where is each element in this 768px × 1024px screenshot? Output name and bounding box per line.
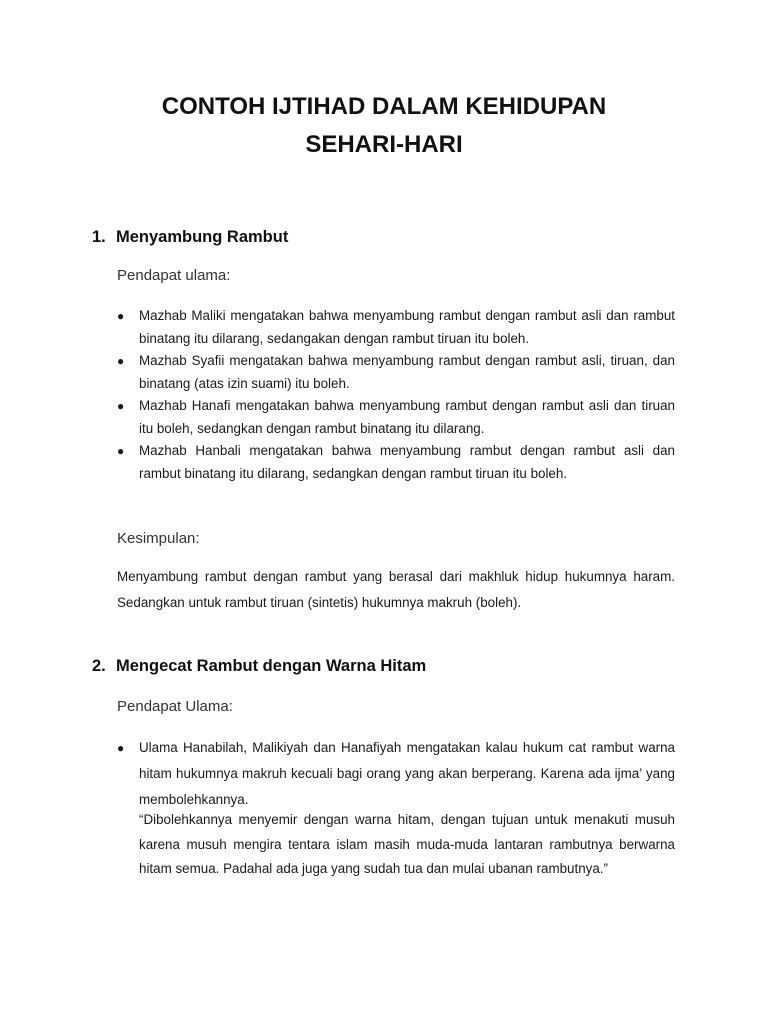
list-item: ● Mazhab Hanafi mengatakan bahwa menyambung rambut dengan rambut asli dan tiruan itu boleh, sedangkan dengan rambut binatang itu dilarang. bbox=[117, 395, 675, 440]
section-1-number: 1. bbox=[92, 228, 106, 246]
section-1-bullet-list bbox=[117, 305, 675, 485]
section-1-title: Menyambung Rambut bbox=[116, 228, 289, 246]
section-1-conclusion-text: Menyambung rambut dengan rambut yang berasal dari makhluk hidup hukumnya haram. Sedangkan untuk rambut tiruan (sintetis) hukumnya makruh (boleh). bbox=[117, 569, 675, 610]
document-title bbox=[84, 88, 684, 164]
section-1-heading bbox=[92, 227, 288, 247]
bullet-icon: ● bbox=[117, 309, 125, 323]
bullet-icon: ● bbox=[117, 741, 125, 755]
list-item: ● Mazhab Maliki mengatakan bahwa menyambung rambut dengan rambut asli dan rambut binatang itu dilarang, sedangakan dengan rambut tiruan itu boleh. bbox=[117, 305, 675, 350]
title-line-2: SEHARI-HARI bbox=[305, 131, 463, 158]
bullet-icon: ● bbox=[117, 399, 125, 413]
bullet-icon: ● bbox=[117, 444, 125, 458]
section-2-title: Mengecat Rambut dengan Warna Hitam bbox=[116, 657, 427, 675]
section-2-number: 2. bbox=[92, 657, 106, 675]
list-item: ● Ulama Hanabilah, Malikiyah dan Hanafiyah mengatakan kalau hukum cat rambut warna hitam hukumnya makruh kecuali bagi orang yang akan berperang. Karena ada ijma’ yang membolehkannya. bbox=[117, 735, 675, 813]
bullet-icon: ● bbox=[117, 354, 125, 368]
section-2-bullet-list bbox=[117, 735, 675, 813]
section-1-conclusion-label: Kesimpulan: bbox=[117, 530, 200, 547]
title-line-1: CONTOH IJTIHAD DALAM KEHIDUPAN bbox=[161, 93, 607, 120]
section-2-heading bbox=[92, 656, 426, 676]
section-2-quote: “Dibolehkannya menyemir dengan warna hitam, dengan tujuan untuk menakuti musuh karena musuh mengira tentara islam masih muda-muda lantaran rambutnya berwarna hitam semua. Padahal ada juga yang sudah tua dan mulai ubanan rambutnya.” bbox=[139, 812, 675, 876]
section-2-opinion-label: Pendapat Ulama: bbox=[117, 698, 233, 715]
section-1-opinion-label: Pendapat ulama: bbox=[117, 267, 231, 284]
list-item: ● Mazhab Syafii mengatakan bahwa menyambung rambut dengan rambut asli, tiruan, dan binatang (atas izin suami) itu boleh. bbox=[117, 350, 675, 395]
list-item: ● Mazhab Hanbali mengatakan bahwa menyambung rambut dengan rambut asli dan rambut binatang itu dilarang, sedangkan dengan rambut tiruan itu boleh. bbox=[117, 440, 675, 485]
